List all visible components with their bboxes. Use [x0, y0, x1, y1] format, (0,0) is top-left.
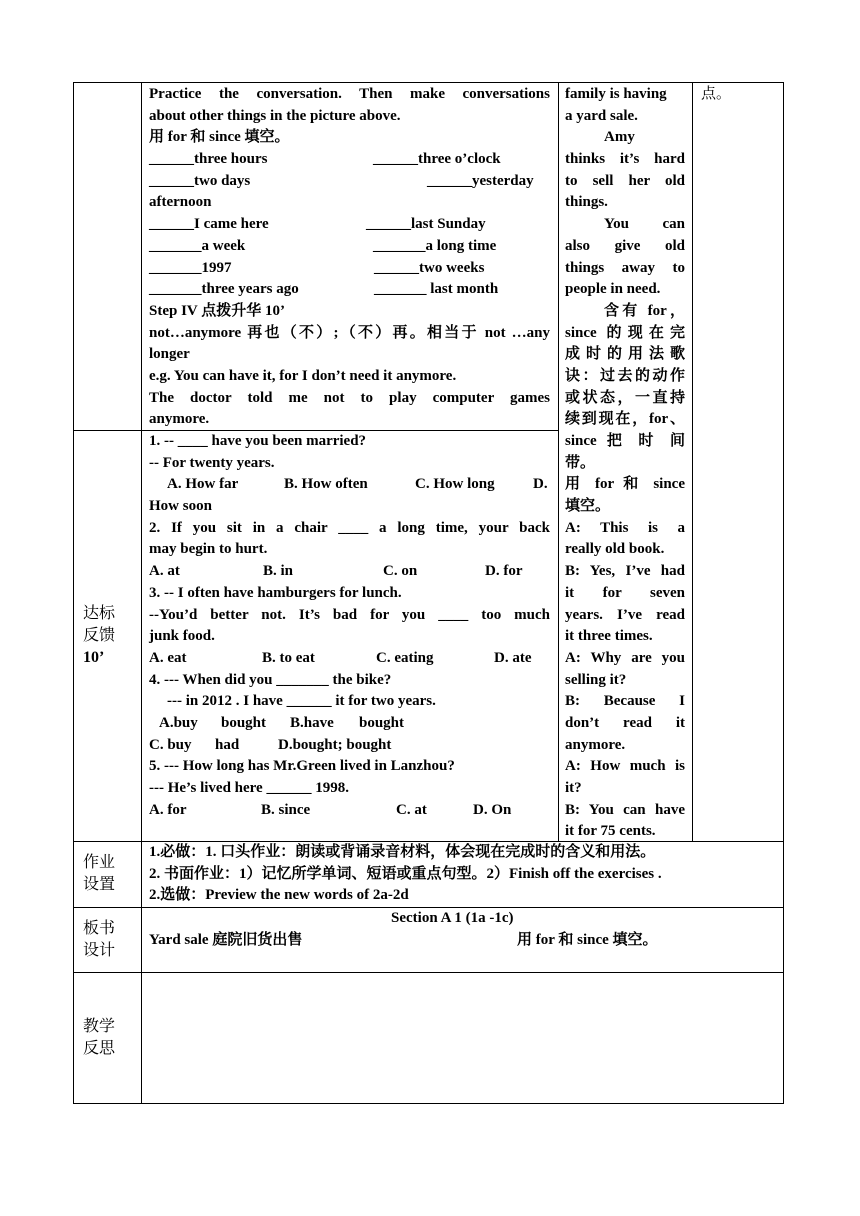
quiz-option: How soon [149, 498, 212, 515]
label-text: 设置 [83, 876, 116, 893]
label-text: 作业 [83, 854, 116, 871]
fill-item: afternoon [149, 194, 212, 211]
quiz-option: A. eat [149, 649, 187, 666]
quiz-option: had [215, 736, 240, 753]
note-line: since 把 时 间 [565, 433, 685, 449]
note-line: Amy [604, 129, 635, 146]
note-line: A: This is a [565, 519, 685, 536]
quiz-question: --- He’s lived here ______ 1998. [149, 780, 349, 796]
quiz-option: C. How long [415, 476, 495, 493]
note-text: 点。 [701, 86, 732, 102]
quiz-option: bought [221, 714, 267, 731]
note-line: years. I’ve read [565, 606, 685, 623]
homework-line: 2. 书面作业：1）记忆所学单词、短语或重点句型。2）Finish off the exercises . [149, 865, 662, 882]
note-line: anymore. [565, 736, 626, 753]
reflection-body [142, 973, 783, 1103]
quiz-option: C. buy [149, 736, 192, 753]
fill-instruction: 用 for 和 since 填空。 [149, 129, 290, 146]
fill-item: ______three o’clock [373, 151, 501, 168]
grammar-note: not…anymore 再也（不）;（不）再。相当于 not …any [149, 324, 550, 341]
note-line: since 的现在完 [565, 324, 685, 341]
homework-cell [149, 842, 779, 907]
note-line: things away to [565, 259, 685, 276]
note-line: 带。 [565, 454, 596, 471]
fill-item: ______last Sunday [366, 216, 486, 233]
practice-cell [149, 84, 550, 431]
fill-pair [149, 149, 550, 171]
fill-item: _______three years ago [149, 281, 299, 298]
fill-pair [149, 236, 550, 258]
quiz-option: D. On [473, 801, 512, 818]
fill-item: ______I came here [149, 216, 269, 233]
note-line: a yard sale. [565, 107, 638, 124]
note-line: things. [565, 194, 608, 211]
table-border-left [73, 82, 74, 1104]
note-line: it for 75 cents. [565, 823, 656, 840]
quiz-option: B. in [263, 563, 294, 580]
note-line: family is having [565, 86, 667, 102]
far-right-note [701, 84, 731, 106]
fill-item: _______ last month [374, 281, 499, 298]
fill-pair [149, 214, 550, 236]
table-border-bottom [73, 1103, 784, 1104]
quiz-option: B. to eat [262, 649, 315, 666]
quiz-option: D. [533, 476, 548, 493]
table-border-right [783, 82, 784, 1104]
quiz-question: --You’d better not. It’s bad for you ____ too much [149, 606, 550, 623]
label-text: 板书 [83, 920, 116, 937]
quiz-options [149, 735, 550, 757]
note-line: B: You can have [565, 801, 685, 818]
quiz-option: D.bought; bought [278, 736, 392, 753]
board-left-text: Yard sale 庭院旧货出售 [149, 931, 303, 948]
note-line: 含有 for， [604, 302, 685, 319]
practice-intro: about other things in the picture above. [149, 107, 401, 124]
quiz-question: 5. --- How long has Mr.Green lived in Lanzhou? [149, 758, 455, 775]
note-line: really old book. [565, 541, 665, 558]
quiz-option: B. since [261, 801, 311, 818]
quiz-question: 2. If you sit in a chair ____ a long time, your back [149, 519, 550, 536]
note-line: 续到现在，for、 [565, 411, 685, 428]
quiz-option: C. at [396, 801, 427, 818]
fill-pair [149, 192, 550, 214]
note-line: You can [604, 216, 685, 233]
note-line: B: Yes, I’ve had [565, 563, 685, 580]
label-text: 10’ [83, 649, 105, 666]
example-sentence: anymore. [149, 411, 210, 428]
fill-pair [149, 258, 550, 280]
note-line: to sell her old [565, 172, 685, 189]
feedback-label [83, 603, 115, 669]
example-sentence: e.g. You can have it, for I don’t need it anymore. [149, 367, 457, 384]
label-text: 设计 [83, 942, 116, 959]
quiz-option: A. at [149, 563, 180, 580]
note-line: 成时的用法歌 [565, 346, 685, 363]
quiz-option: B. How often [284, 476, 368, 493]
quiz-option: B.have [290, 714, 334, 731]
homework-label [83, 852, 115, 896]
note-line: 用 for 和 since [565, 476, 685, 493]
board-content-row [149, 930, 779, 952]
practice-intro: Practice the conversation. Then make conversations [149, 86, 550, 102]
fill-item: ______two days [149, 172, 251, 189]
note-line: also give old [565, 237, 685, 254]
quiz-option: A.buy [159, 714, 198, 731]
quiz-question: may begin to hurt. [149, 541, 268, 558]
board-label [83, 918, 115, 962]
fill-item: ______two weeks [374, 259, 485, 276]
note-line: people in need. [565, 281, 661, 298]
table-border-top [73, 82, 784, 83]
label-text: 达标 [83, 605, 116, 622]
fill-pair [149, 279, 550, 301]
fill-item: ______three hours [149, 151, 268, 168]
quiz-options [149, 474, 550, 496]
quiz-reply: -- For twenty years. [149, 454, 275, 471]
homework-line: 1.必做：1. 口头作业：朗读或背诵录音材料，体会现在完成时的含义和用法。 [149, 844, 656, 860]
quiz-question: 3. -- I often have hamburgers for lunch. [149, 584, 402, 601]
step-heading: Step IV 点拨升华 10’ [149, 302, 285, 319]
note-line: thinks it’s hard [565, 151, 685, 168]
note-line: don’t read it [565, 714, 685, 731]
fill-item: ______yesterday [427, 172, 534, 189]
label-text: 教学 [83, 1018, 116, 1035]
column-divider [141, 82, 142, 1104]
notes-column [565, 84, 685, 843]
fill-pair [149, 171, 550, 193]
quiz-options [149, 561, 550, 583]
board-cell [149, 908, 779, 951]
board-title: Section A 1 (1a -1c) [391, 910, 514, 926]
quiz-cell [149, 431, 550, 821]
quiz-option: D. ate [494, 649, 532, 666]
note-line: selling it? [565, 671, 627, 688]
note-line: A: How much is [565, 758, 685, 775]
label-text: 反思 [83, 1040, 116, 1057]
column-divider [692, 82, 693, 841]
quiz-option: C. eating [376, 649, 434, 666]
quiz-option: D. for [485, 563, 523, 580]
homework-line: 2.选做：Preview the new words of 2a-2d [149, 887, 409, 904]
note-line: it? [565, 780, 582, 796]
quiz-options [149, 713, 550, 735]
note-line: 诀：过去的动作 [565, 367, 685, 384]
quiz-option: A. for [149, 801, 187, 818]
example-sentence: The doctor told me not to play computer games [149, 389, 550, 406]
note-line: B: Because I [565, 693, 685, 710]
quiz-option: bought [359, 714, 405, 731]
quiz-question: 1. -- ____ have you been married? [149, 433, 367, 449]
column-divider [558, 82, 559, 841]
note-line: 填空。 [565, 498, 611, 515]
quiz-question: --- in 2012 . I have ______ it for two years. [167, 693, 436, 710]
fill-item: _______a week [149, 237, 246, 254]
fill-item: _______1997 [149, 259, 232, 276]
note-line: it three times. [565, 628, 653, 645]
grammar-note: longer [149, 346, 190, 363]
note-line: 或状态，一直持 [565, 389, 685, 406]
quiz-options [149, 800, 550, 822]
quiz-question: 4. --- When did you _______ the bike? [149, 671, 392, 688]
board-title-row [149, 908, 779, 930]
quiz-option: A. How far [167, 476, 239, 493]
quiz-options [149, 648, 550, 670]
fill-item: _______a long time [373, 237, 497, 254]
note-line: A: Why are you [565, 649, 685, 666]
quiz-option: C. on [383, 563, 418, 580]
note-line: it for seven [565, 584, 685, 601]
label-text: 反馈 [83, 627, 116, 644]
quiz-question: junk food. [149, 628, 215, 645]
board-right-text: 用 for 和 since 填空。 [517, 931, 658, 948]
reflection-label [83, 1016, 115, 1060]
